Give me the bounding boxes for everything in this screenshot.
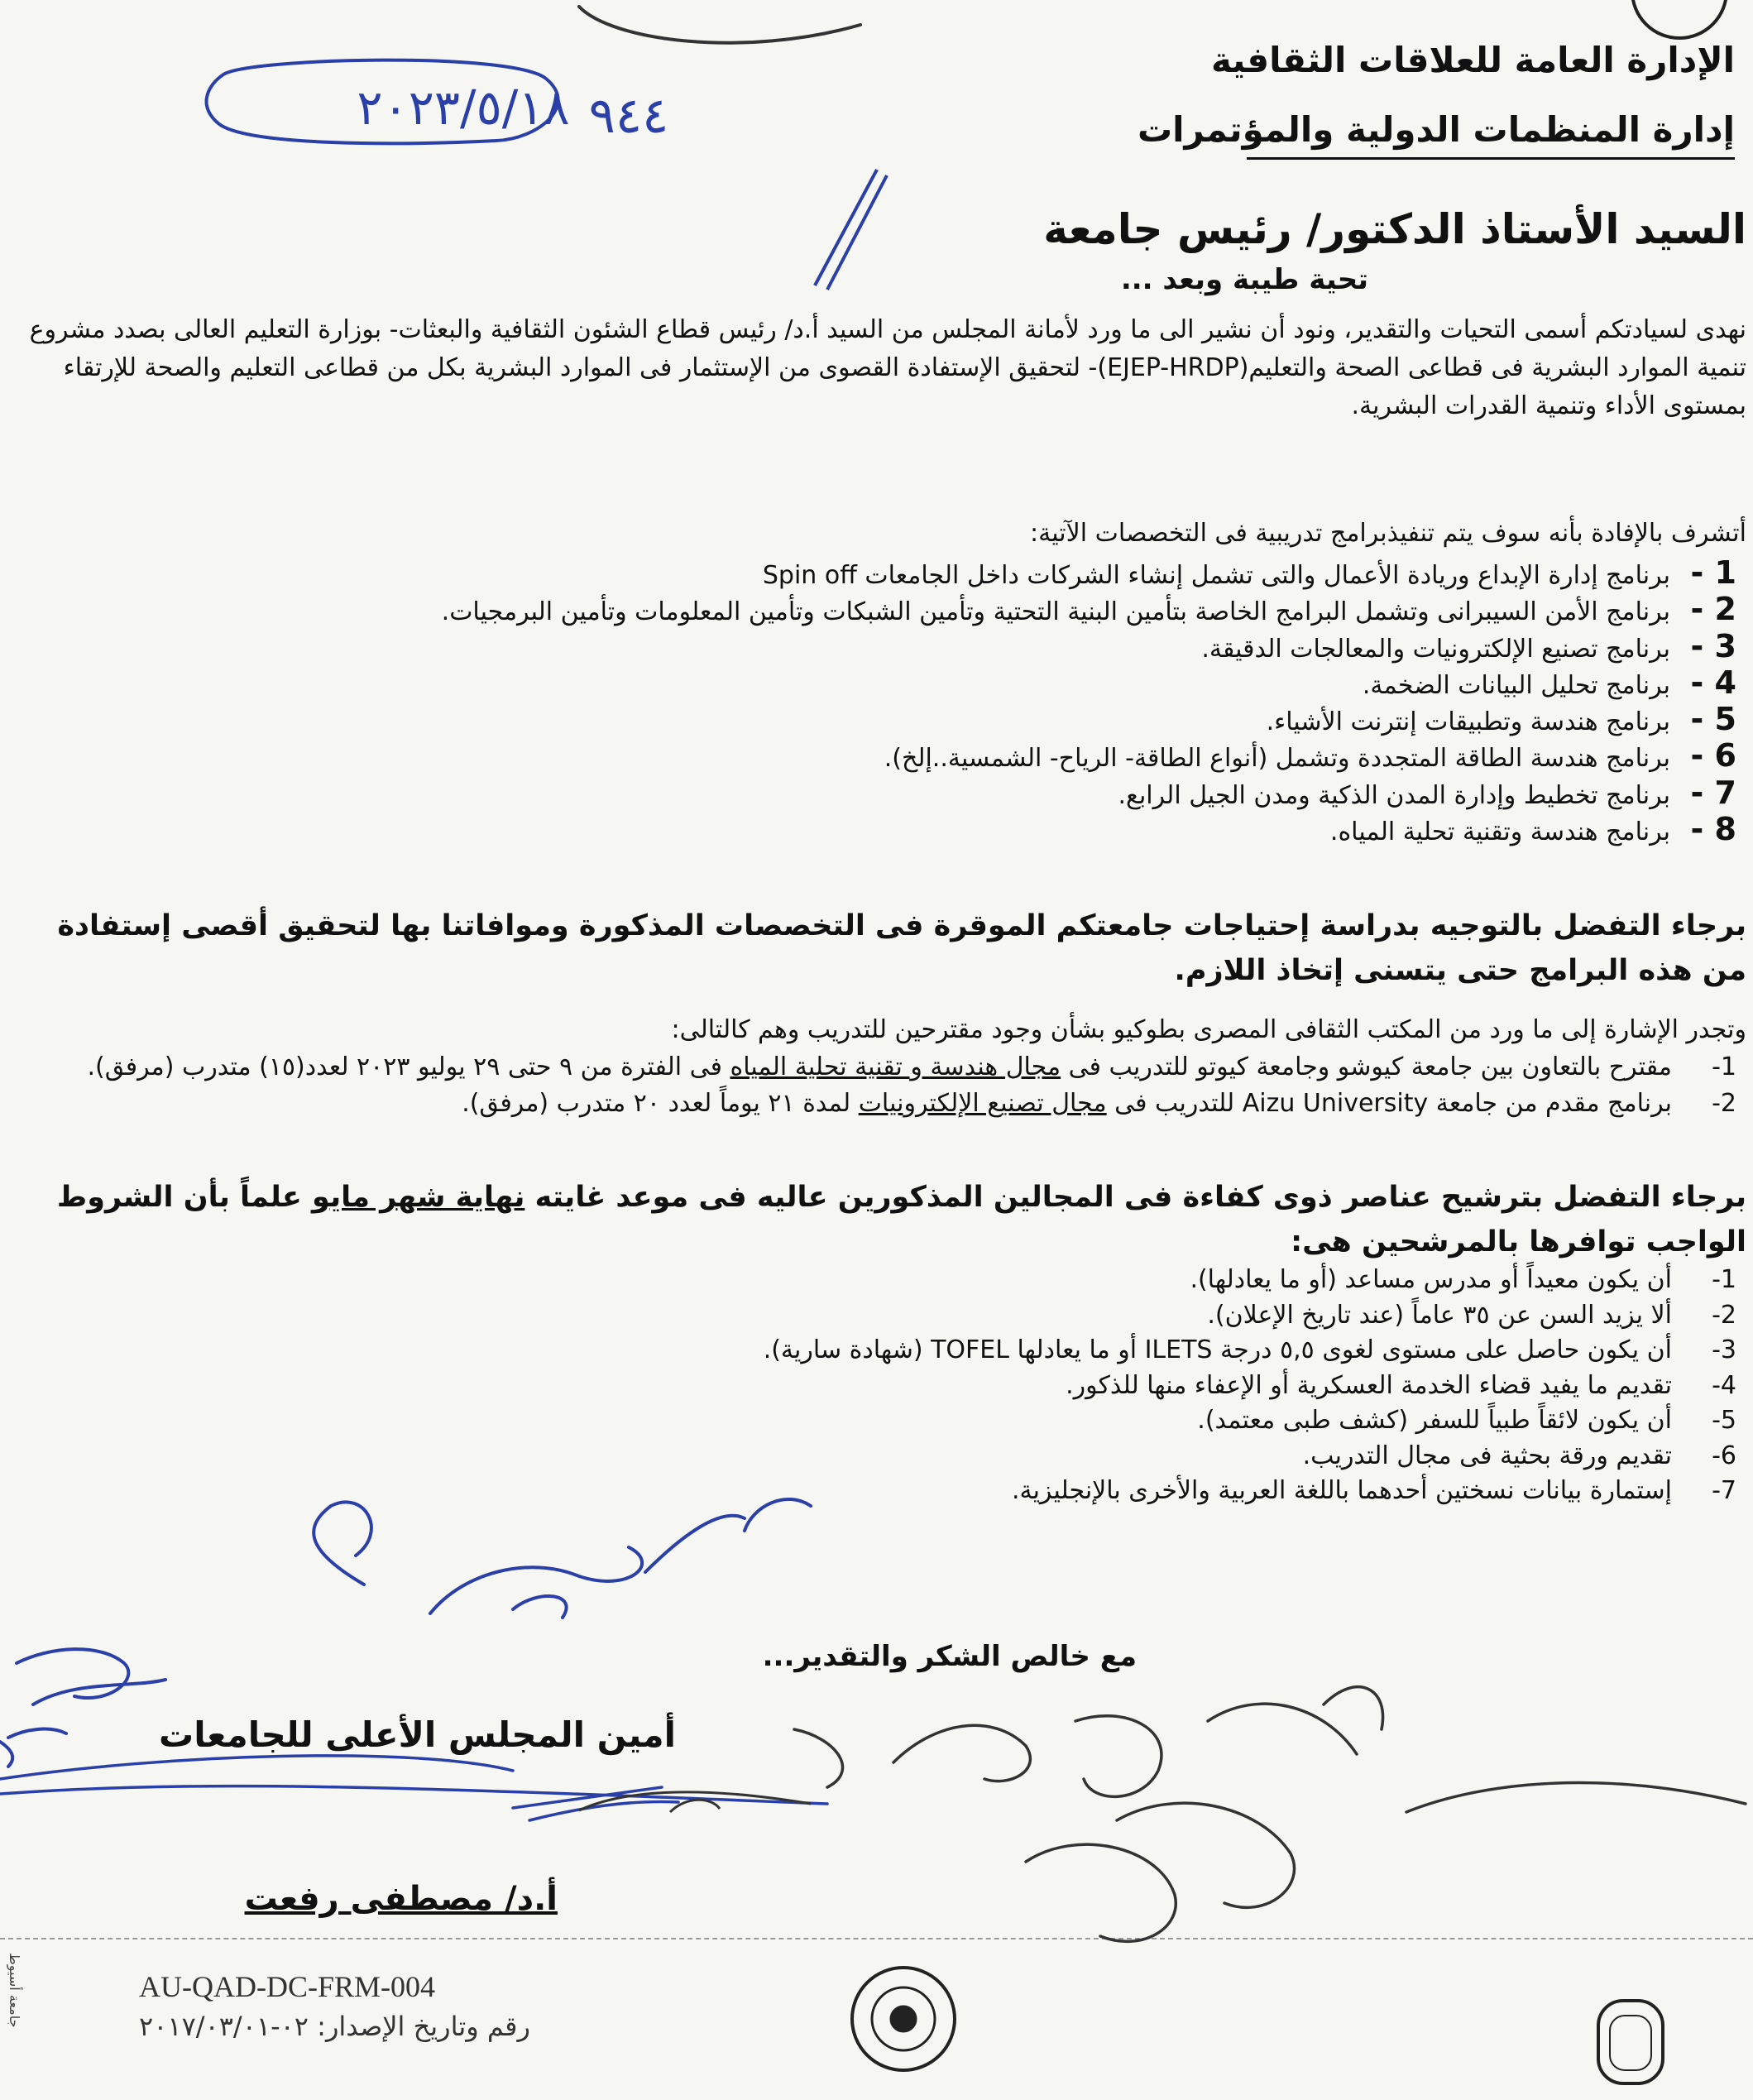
list-item: 4-تقديم ما يفيد قضاء الخدمة العسكرية أو الإعفاء منها للذكور. [1066, 1370, 1736, 1400]
svg-text:٩٤٤: ٩٤٤ [588, 87, 669, 145]
form-code: AU-QAD-DC-FRM-004 [139, 1970, 435, 2003]
svg-text:٢٠٢٣/٥/١٨: ٢٠٢٣/٥/١٨ [357, 79, 570, 136]
request-paragraph: برجاء التفضل بالتوجيه بدراسة إحتياجات جامعتكم الموقرة فى التخصصات المذكورة وموافاتنا بها لتحقيق أقصى إستفادة من هذه البرامج حتى يتسنى إتخاذ اللازم. [57, 909, 1746, 987]
side-text: جامعة أسيوط [7, 1953, 22, 2028]
list-item: 6-تقديم ورقة بحثية فى مجال التدريب. [1302, 1441, 1736, 1470]
list-item: 2-ألا يزيد السن عن ٣٥ عاماً (عند تاريخ الإعلان). [1207, 1300, 1736, 1330]
proposals-list [7, 1049, 1736, 1122]
footer-divider [0, 1938, 1753, 1941]
signature-scribble [0, 1756, 827, 1820]
list-item: 6 -برنامج هندسة الطاقة المتجددة وتشمل (أنواع الطاقة- الرياح- الشمسية..إلخ). [884, 737, 1736, 774]
greeting: تحية طيبة وبعد ... [1120, 263, 1368, 296]
list-item: 7-إستمارة بيانات نسختين أحدهما باللغة العربية والأخرى بالإنجليزية. [1011, 1476, 1736, 1505]
list-item: 3 -برنامج تصنيع الإلكترونيات والمعالجات الدقيقة. [1201, 627, 1736, 664]
list-item: 4 -برنامج تحليل البيانات الضخمة. [1362, 664, 1736, 701]
list-item: 1-مقترح بالتعاون بين جامعة كيوشو وجامعة كيوتو للتدريب فى مجال هندسة و تقنية تحلية المياه فى الفترة من ٩ حتى ٢٩ يوليو ٢٠٢٣ لعدد(١٥) متدرب (مرفق). [87, 1052, 1736, 1081]
signature-right [794, 1687, 1746, 1942]
header-underline [1247, 157, 1735, 160]
tokyo-note: وتجدر الإشارة إلى ما ورد من المكتب الثقافى المصرى بطوكيو بشأن وجود مقترحين للتدريب وهم كالتالى: [671, 1015, 1746, 1044]
handwritten-reference [207, 7, 860, 145]
handwritten-date [0, 1649, 165, 1767]
nomination-request: برجاء التفضل بترشيح عناصر ذوى كفاءة فى المجالين المذكورين عاليه فى موعد غايته نهاية شهر مايو علماً بأن الشروط الواجب توافرها بالمرشحين هى: [56, 1181, 1746, 1259]
list-item: 5 -برنامج هندسة وتطبيقات إنترنت الأشياء. [1266, 701, 1736, 738]
list-item: 3-أن يكون حاصل على مستوى لغوى ٥,٥ درجة ILETS أو ما يعادلها TOFEL (شهادة سارية). [763, 1335, 1736, 1364]
pen-stroke-icon [815, 170, 887, 290]
closing-thanks: مع خالص الشكر والتقدير... [762, 1640, 1137, 1673]
handwritten-annotation [314, 1499, 811, 1618]
addressee: السيد الأستاذ الدكتور/ رئيس جامعة [1043, 205, 1746, 253]
conditions-list [16, 1263, 1736, 1509]
signer-name: أ.د/ مصطفى رفعت [244, 1880, 558, 1918]
council-logo-icon [852, 1968, 955, 2070]
list-item: 2-برنامج مقدم من جامعة Aizu University للتدريب فى مجال تصنيع الإلكترونيات لمدة ٢١ يوماً لعدد ٢٠ متدرب (مرفق). [462, 1089, 1736, 1118]
programs-list [16, 556, 1736, 849]
handwritten-date-2 [579, 1792, 811, 1812]
list-item: 5-أن يكون لائقاً طبياً للسفر (كشف طبى معتمد). [1197, 1406, 1736, 1435]
seal-top-icon [1631, 0, 1728, 40]
list-item: 1-أن يكون معيداً أو مدرس مساعد (أو ما يعادلها). [1190, 1265, 1736, 1294]
inform-paragraph: أتشرف بالإفادة بأنه سوف يتم تنفيذبرامج تدريبية فى التخصصات الآتية: [1030, 519, 1746, 548]
list-item: 1 -برنامج إدارة الإبداع وريادة الأعمال والتى تشمل إنشاء الشركات داخل الجامعات Spin off [762, 554, 1736, 591]
issue-info: رقم وتاريخ الإصدار: ٠٢-٢٠١٧/٠٣/٠١ [139, 2011, 530, 2042]
list-item: 8 -برنامج هندسة وتقنية تحلية المياه. [1329, 811, 1736, 848]
list-item: 7 -برنامج تخطيط وإدارة المدن الذكية ومدن الجيل الرابع. [1118, 774, 1736, 811]
dept-general: الإدارة العامة للعلاقات الثقافية [1211, 40, 1735, 80]
university-logo-icon [1598, 2001, 1663, 2083]
secretary-title: أمين المجلس الأعلى للجامعات [159, 1714, 676, 1755]
intro-paragraph: نهدى لسيادتكم أسمى التحيات والتقدير، ونود أن نشير الى ما ورد لأمانة المجلس من السيد أ.د/ رئيس قطاع الشئون الثقافية والبعثات- بوزارة التعليم العالى بصدد مشروع تنمية الموارد البشرية فى قطاعى الصحة والتعليم(EJEP-HRDP)- لتحقيق الإستفادة القصوى من الإستثمار فى الموارد البشرية بكل من قطاعى التعليم والصحة للإرتقاء بمستوى الأداء وتنمية القدرات البشرية. [29, 315, 1746, 420]
list-item: 2 -برنامج الأمن السيبرانى وتشمل البرامج الخاصة بتأمين البنية التحتية وتأمين الشبكات وتأمين المعلومات وتأمين البرمجيات. [441, 591, 1736, 628]
dept-orgs: إدارة المنظمات الدولية والمؤتمرات [1137, 109, 1735, 150]
